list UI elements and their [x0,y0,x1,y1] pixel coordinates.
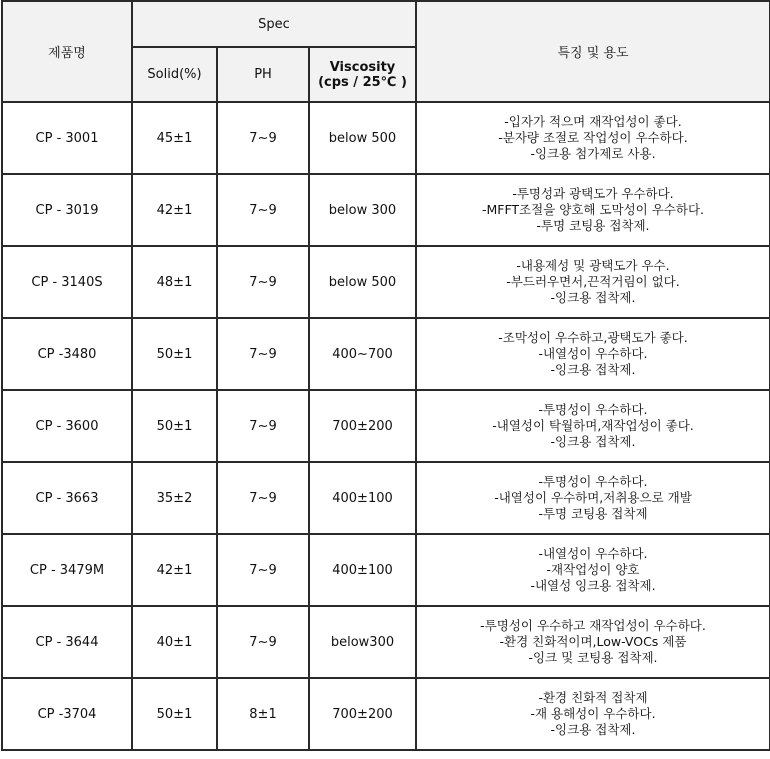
features-cell [416,606,770,678]
feature-line: -투명성과 광택도가 우수하다. [512,186,674,201]
header-spec: Spec [132,1,416,47]
solid-cell: 42±1 [132,174,217,246]
viscosity-cell: below300 [309,606,416,678]
table-row [2,678,770,750]
feature-line: -MFFT조절을 양호해 도막성이 우수하다. [481,202,705,217]
ph-cell: 7~9 [217,318,309,390]
viscosity-cell: below 500 [309,102,416,174]
product-name-cell: CP -3480 [2,318,132,390]
feature-line: -재작업성이 양호 [546,562,640,577]
feature-line: -분자량 조절로 작업성이 우수하다. [498,130,688,145]
table-row [2,174,770,246]
viscosity-cell: 400±100 [309,534,416,606]
solid-cell: 40±1 [132,606,217,678]
feature-line: -투명 코팅용 접착제. [536,218,650,233]
feature-line: -입자가 적으며 재작업성이 좋다. [504,114,682,129]
viscosity-cell: 700±200 [309,678,416,750]
ph-cell: 7~9 [217,390,309,462]
feature-line: -잉크용 접착제. [550,362,636,377]
features-cell [416,246,770,318]
table-row [2,606,770,678]
table-row [2,318,770,390]
features-cell [416,534,770,606]
viscosity-cell: 700±200 [309,390,416,462]
product-name-cell: CP - 3001 [2,102,132,174]
feature-line: -내열성 잉크용 접착제. [530,578,656,593]
solid-cell: 50±1 [132,390,217,462]
ph-cell: 7~9 [217,174,309,246]
feature-line: -잉크용 접착제. [550,722,636,737]
viscosity-cell: 400±100 [309,462,416,534]
product-name-cell: CP -3704 [2,678,132,750]
feature-line: -잉크용 첨가제로 사용. [530,146,656,161]
feature-line: -투명성이 우수하다. [538,474,648,489]
header-viscosity-line1: Viscosity [329,59,396,75]
features-cell [416,318,770,390]
ph-cell: 7~9 [217,102,309,174]
viscosity-cell: below 300 [309,174,416,246]
viscosity-cell: 400~700 [309,318,416,390]
product-name-cell: CP - 3479M [2,534,132,606]
feature-line: -부드러우면서,끈적거림이 없다. [506,274,680,289]
ph-cell: 7~9 [217,606,309,678]
product-name-cell: CP - 3600 [2,390,132,462]
product-name-cell: CP - 3019 [2,174,132,246]
table-row [2,390,770,462]
header-ph: PH [217,47,309,102]
spec-table [1,0,770,751]
feature-line: -잉크용 접착제. [550,290,636,305]
feature-line: -환경 친화적 접착제 [538,690,648,705]
features-cell [416,462,770,534]
table-row [2,534,770,606]
feature-line: -내열성이 우수하며,저취용으로 개발 [494,490,692,505]
solid-cell: 45±1 [132,102,217,174]
ph-cell: 7~9 [217,246,309,318]
feature-line: -투명성이 우수하고 재작업성이 우수하다. [480,618,706,633]
header-solid: Solid(%) [132,47,217,102]
header-viscosity [309,47,416,102]
solid-cell: 42±1 [132,534,217,606]
table-row [2,246,770,318]
feature-line: -재 용해성이 우수하다. [530,706,656,721]
viscosity-cell: below 500 [309,246,416,318]
solid-cell: 50±1 [132,678,217,750]
feature-line: -내열성이 탁월하며,재작업성이 좋다. [492,418,694,433]
product-name-cell: CP - 3644 [2,606,132,678]
feature-line: -조막성이 우수하고,광택도가 좋다. [498,330,688,345]
feature-line: -환경 친화적이며,Low-VOCs 제품 [499,634,687,649]
ph-cell: 8±1 [217,678,309,750]
header-viscosity-line2: (cps / 25℃ ) [318,74,407,90]
feature-line: -내열성이 우수하다. [538,546,648,561]
feature-line: -잉크용 접착제. [550,434,636,449]
features-cell [416,174,770,246]
feature-line: -내열성이 우수하다. [538,346,648,361]
ph-cell: 7~9 [217,462,309,534]
solid-cell: 35±2 [132,462,217,534]
solid-cell: 50±1 [132,318,217,390]
feature-line: -투명성이 우수하다. [538,402,648,417]
product-name-cell: CP - 3663 [2,462,132,534]
features-cell [416,102,770,174]
solid-cell: 48±1 [132,246,217,318]
feature-line: -투명 코팅용 접착제 [538,506,648,521]
ph-cell: 7~9 [217,534,309,606]
features-cell [416,390,770,462]
product-name-cell: CP - 3140S [2,246,132,318]
header-features: 특징 및 용도 [416,1,770,102]
features-cell [416,678,770,750]
table-row [2,462,770,534]
header-product-name: 제품명 [2,1,132,102]
feature-line: -잉크 및 코팅용 접착제. [528,650,658,665]
feature-line: -내용제성 및 광택도가 우수. [516,258,670,273]
table-row [2,102,770,174]
